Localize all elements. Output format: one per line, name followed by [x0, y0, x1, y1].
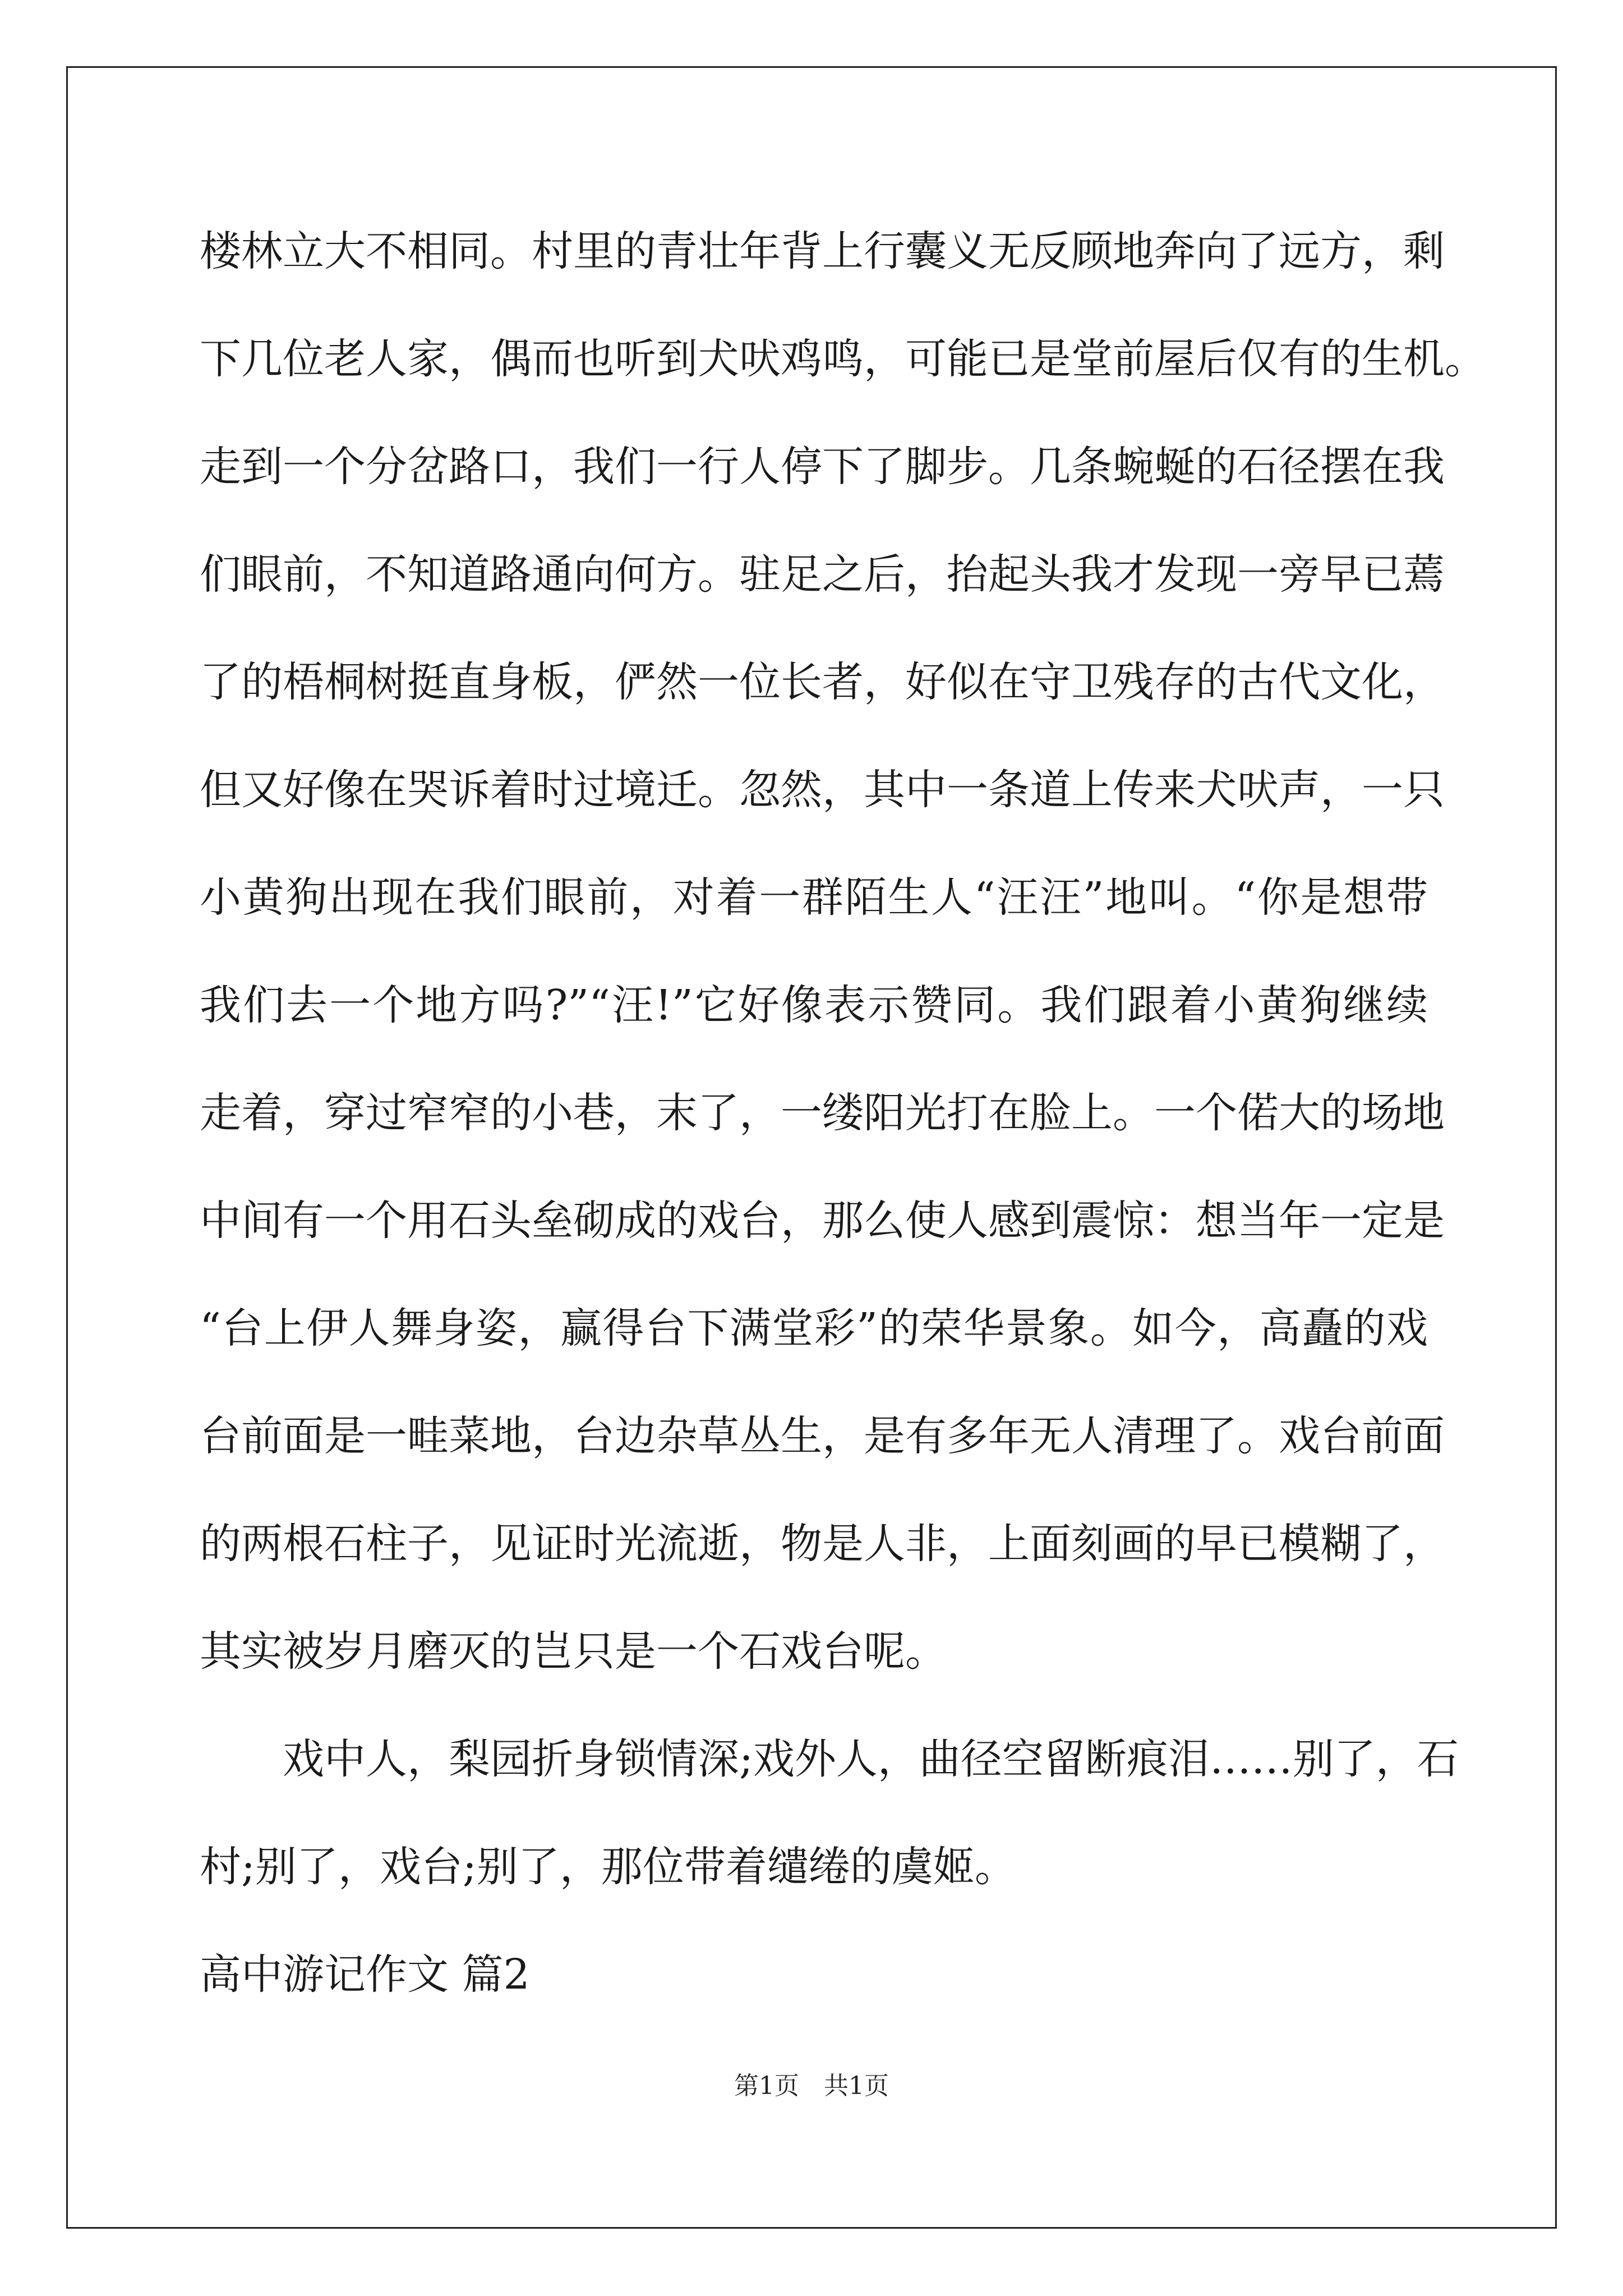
paragraph-line: 了的梧桐树挺直身板，俨然一位长者，好似在守卫残存的古代文化， — [200, 658, 1445, 706]
paragraph-line: 戏中人，梨园折身锁情深;戏外人，曲径空留断痕泪……别了，石 — [283, 1735, 1459, 1783]
paragraph-line: 中间有一个用石头垒砌成的戏台，那么使人感到震惊：想当年一定是 — [200, 1197, 1445, 1245]
paragraph-line: 下几位老人家，偶而也听到犬吠鸡鸣，可能已是堂前屋后仅有的生机。 — [200, 335, 1486, 383]
document-body — [200, 218, 1486, 2049]
paragraph-line: 们眼前，不知道路通向何方。驻足之后，抬起头我才发现一旁早已蔫 — [200, 550, 1445, 599]
paragraph-line: 村;别了，戏台;别了，那位带着缱绻的虞姬。 — [200, 1843, 1016, 1891]
paragraph-line: “台上伊人舞身姿，赢得台下满堂彩”的荣华景象。如今，高矗的戏 — [200, 1304, 1428, 1352]
paragraph-line: 走到一个分岔路口，我们一行人停下了脚步。几条蜿蜒的石径摆在我 — [200, 443, 1445, 491]
page-number: 第1页 共1页 — [734, 2072, 889, 2100]
paragraph-line: 走着，穿过窄窄的小巷，末了，一缕阳光打在脸上。一个偌大的场地 — [200, 1089, 1445, 1137]
page-footer — [0, 2065, 1623, 2101]
paragraph-line: 小黄狗出现在我们眼前，对着一群陌生人“汪汪”地叫。“你是想带 — [200, 873, 1428, 922]
section-heading: 高中游记作文 篇2 — [200, 1950, 530, 1999]
paragraph-line: 我们去一个地方吗?”“汪!”它好像表示赞同。我们跟着小黄狗继续 — [200, 981, 1428, 1029]
paragraph-line: 其实被岁月磨灭的岂只是一个石戏台呢。 — [200, 1627, 947, 1676]
paragraph-line: 但又好像在哭诉着时过境迁。忽然，其中一条道上传来犬吠声，一只 — [200, 766, 1445, 814]
paragraph-line: 台前面是一畦菜地，台边杂草丛生，是有多年无人清理了。戏台前面 — [200, 1412, 1445, 1460]
paragraph-line: 楼林立大不相同。村里的青壮年背上行囊义无反顾地奔向了远方，剩 — [200, 227, 1445, 275]
paragraph-line: 的两根石柱子，见证时光流逝，物是人非，上面刻画的早已模糊了， — [200, 1520, 1445, 1568]
